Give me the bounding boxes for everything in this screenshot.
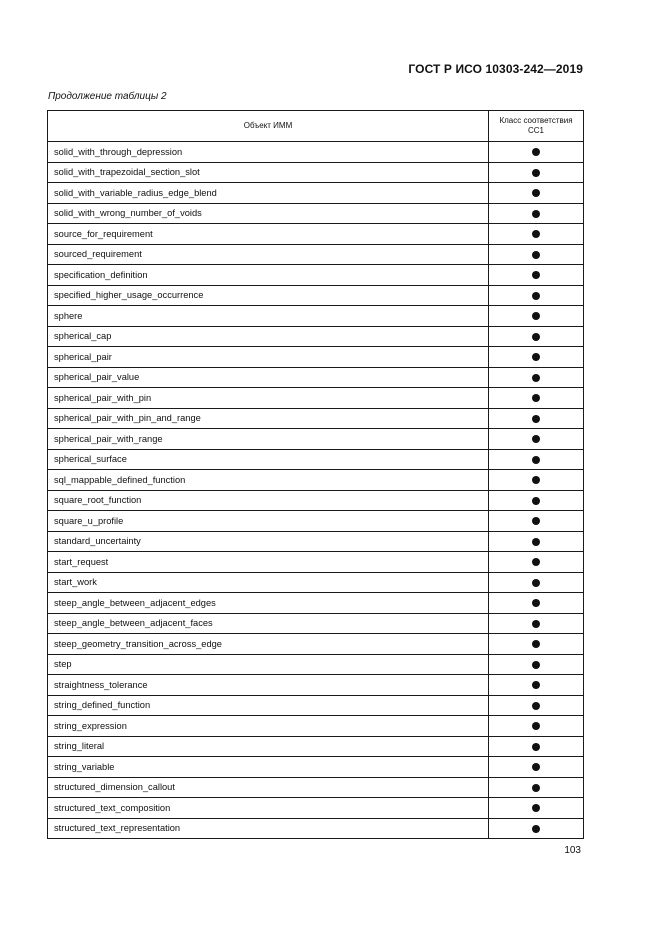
table-row: [48, 285, 584, 306]
object-name-cell: step: [48, 654, 489, 675]
filled-circle-icon: [532, 435, 540, 443]
filled-circle-icon: [532, 312, 540, 320]
cc1-mark-cell: [489, 142, 584, 163]
filled-circle-icon: [532, 825, 540, 833]
filled-circle-icon: [532, 702, 540, 710]
table-row: [48, 224, 584, 245]
cc1-mark-cell: [489, 162, 584, 183]
object-name-cell: square_root_function: [48, 490, 489, 511]
column-header-class-code: CC1: [527, 126, 544, 135]
filled-circle-icon: [532, 497, 540, 505]
cc1-mark-cell: [489, 572, 584, 593]
table-row: [48, 798, 584, 819]
page-number: 103: [564, 845, 581, 856]
object-name-cell: structured_text_representation: [48, 818, 489, 839]
table-row: [48, 777, 584, 798]
document-header: ГОСТ Р ИСО 10303-242—2019: [408, 62, 583, 76]
object-name-cell: sphere: [48, 306, 489, 327]
object-name-cell: start_work: [48, 572, 489, 593]
filled-circle-icon: [532, 804, 540, 812]
filled-circle-icon: [532, 189, 540, 197]
cc1-mark-cell: [489, 285, 584, 306]
cc1-mark-cell: [489, 634, 584, 655]
object-name-cell: spherical_pair_with_pin: [48, 388, 489, 409]
table-row: [48, 511, 584, 532]
filled-circle-icon: [532, 456, 540, 464]
object-name-cell: square_u_profile: [48, 511, 489, 532]
object-name-cell: structured_text_composition: [48, 798, 489, 819]
object-name-cell: solid_with_variable_radius_edge_blend: [48, 183, 489, 204]
cc1-mark-cell: [489, 675, 584, 696]
table-row: [48, 244, 584, 265]
filled-circle-icon: [532, 579, 540, 587]
column-header-class: [489, 111, 584, 142]
object-name-cell: steep_angle_between_adjacent_edges: [48, 593, 489, 614]
cc1-mark-cell: [489, 531, 584, 552]
cc1-mark-cell: [489, 470, 584, 491]
object-name-cell: straightness_tolerance: [48, 675, 489, 696]
cc1-mark-cell: [489, 736, 584, 757]
column-header-class-title: Класс соответствия: [499, 116, 573, 125]
cc1-mark-cell: [489, 244, 584, 265]
table-row: [48, 142, 584, 163]
table-row: [48, 716, 584, 737]
cc1-mark-cell: [489, 716, 584, 737]
cc1-mark-cell: [489, 695, 584, 716]
table-row: [48, 675, 584, 696]
cc1-mark-cell: [489, 224, 584, 245]
cc1-mark-cell: [489, 449, 584, 470]
object-name-cell: string_expression: [48, 716, 489, 737]
table-row: [48, 203, 584, 224]
cc1-mark-cell: [489, 326, 584, 347]
cc1-mark-cell: [489, 265, 584, 286]
filled-circle-icon: [532, 353, 540, 361]
filled-circle-icon: [532, 620, 540, 628]
table-row: [48, 470, 584, 491]
object-name-cell: steep_angle_between_adjacent_faces: [48, 613, 489, 634]
cc1-mark-cell: [489, 613, 584, 634]
table-caption: Продолжение таблицы 2: [48, 91, 167, 102]
filled-circle-icon: [532, 169, 540, 177]
cc1-mark-cell: [489, 183, 584, 204]
filled-circle-icon: [532, 558, 540, 566]
table-row: [48, 736, 584, 757]
table-body: [48, 142, 584, 839]
table-row: [48, 634, 584, 655]
object-name-cell: string_defined_function: [48, 695, 489, 716]
table-row: [48, 388, 584, 409]
cc1-mark-cell: [489, 388, 584, 409]
filled-circle-icon: [532, 374, 540, 382]
filled-circle-icon: [532, 661, 540, 669]
cc1-mark-cell: [489, 757, 584, 778]
cc1-mark-cell: [489, 306, 584, 327]
filled-circle-icon: [532, 394, 540, 402]
filled-circle-icon: [532, 292, 540, 300]
cc1-mark-cell: [489, 798, 584, 819]
table-row: [48, 347, 584, 368]
filled-circle-icon: [532, 210, 540, 218]
table-row: [48, 449, 584, 470]
cc1-mark-cell: [489, 654, 584, 675]
table-row: [48, 306, 584, 327]
cc1-mark-cell: [489, 511, 584, 532]
cc1-mark-cell: [489, 347, 584, 368]
filled-circle-icon: [532, 148, 540, 156]
cc1-mark-cell: [489, 203, 584, 224]
object-name-cell: specification_definition: [48, 265, 489, 286]
filled-circle-icon: [532, 517, 540, 525]
table-row: [48, 490, 584, 511]
object-name-cell: sourced_requirement: [48, 244, 489, 265]
filled-circle-icon: [532, 230, 540, 238]
table-row: [48, 572, 584, 593]
object-name-cell: spherical_cap: [48, 326, 489, 347]
object-name-cell: string_literal: [48, 736, 489, 757]
table-row: [48, 367, 584, 388]
table-row: [48, 326, 584, 347]
filled-circle-icon: [532, 681, 540, 689]
table-row: [48, 531, 584, 552]
table-header-row: [48, 111, 584, 142]
filled-circle-icon: [532, 333, 540, 341]
filled-circle-icon: [532, 415, 540, 423]
object-name-cell: spherical_pair_with_pin_and_range: [48, 408, 489, 429]
object-name-cell: spherical_pair_value: [48, 367, 489, 388]
object-name-cell: solid_with_trapezoidal_section_slot: [48, 162, 489, 183]
cc1-mark-cell: [489, 408, 584, 429]
table-row: [48, 613, 584, 634]
cc1-mark-cell: [489, 593, 584, 614]
object-name-cell: solid_with_through_depression: [48, 142, 489, 163]
cc1-mark-cell: [489, 490, 584, 511]
cc1-mark-cell: [489, 552, 584, 573]
cc1-mark-cell: [489, 429, 584, 450]
object-name-cell: spherical_pair_with_range: [48, 429, 489, 450]
column-header-object: Объект ИММ: [48, 111, 489, 142]
object-name-cell: start_request: [48, 552, 489, 573]
table-row: [48, 757, 584, 778]
object-name-cell: solid_with_wrong_number_of_voids: [48, 203, 489, 224]
table-row: [48, 162, 584, 183]
cc1-mark-cell: [489, 818, 584, 839]
filled-circle-icon: [532, 599, 540, 607]
filled-circle-icon: [532, 538, 540, 546]
object-name-cell: sql_mappable_defined_function: [48, 470, 489, 491]
table-row: [48, 695, 584, 716]
table-row: [48, 408, 584, 429]
cc1-mark-cell: [489, 777, 584, 798]
filled-circle-icon: [532, 640, 540, 648]
object-name-cell: specified_higher_usage_occurrence: [48, 285, 489, 306]
filled-circle-icon: [532, 743, 540, 751]
conformance-table: [47, 110, 584, 839]
object-name-cell: structured_dimension_callout: [48, 777, 489, 798]
filled-circle-icon: [532, 784, 540, 792]
table-row: [48, 265, 584, 286]
object-name-cell: steep_geometry_transition_across_edge: [48, 634, 489, 655]
object-name-cell: string_variable: [48, 757, 489, 778]
object-name-cell: spherical_pair: [48, 347, 489, 368]
table-row: [48, 654, 584, 675]
filled-circle-icon: [532, 251, 540, 259]
filled-circle-icon: [532, 271, 540, 279]
table-row: [48, 552, 584, 573]
object-name-cell: spherical_surface: [48, 449, 489, 470]
table-row: [48, 593, 584, 614]
filled-circle-icon: [532, 763, 540, 771]
filled-circle-icon: [532, 722, 540, 730]
filled-circle-icon: [532, 476, 540, 484]
table-row: [48, 429, 584, 450]
table-row: [48, 818, 584, 839]
object-name-cell: source_for_requirement: [48, 224, 489, 245]
table-row: [48, 183, 584, 204]
object-name-cell: standard_uncertainty: [48, 531, 489, 552]
cc1-mark-cell: [489, 367, 584, 388]
